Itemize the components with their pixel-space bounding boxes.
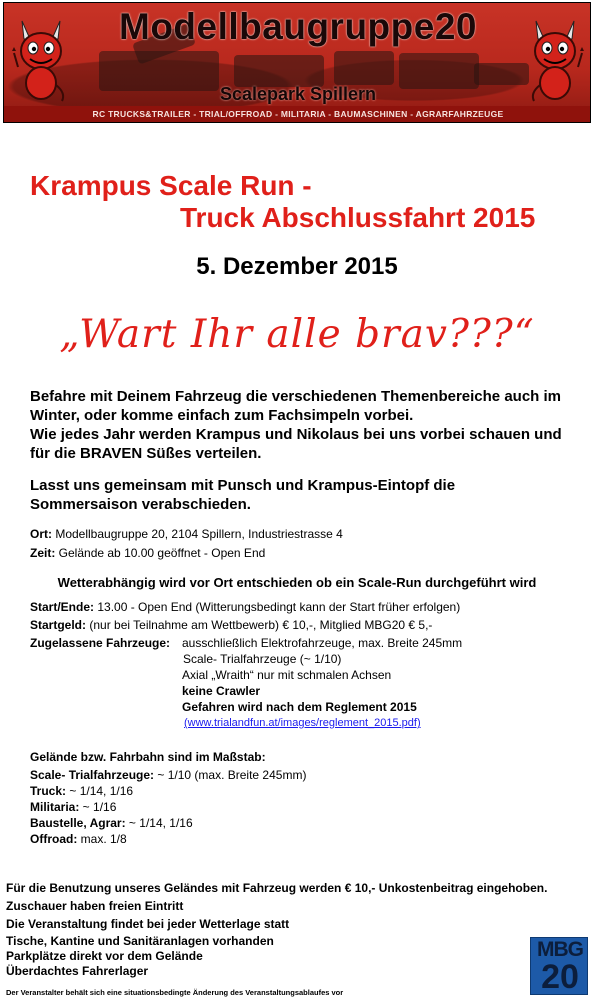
fee-row — [30, 617, 432, 633]
location-value: Modellbaugruppe 20, 2104 Spillern, Industriestrasse 4 — [52, 527, 343, 541]
vehicles-list — [182, 635, 462, 731]
mbg20-logo — [530, 937, 588, 995]
banner-title: Modellbaugruppe20 — [119, 6, 477, 47]
event-date: 5. Dezember 2015 — [196, 253, 398, 280]
time-value: Gelände ab 10.00 geöffnet - Open End — [55, 546, 266, 560]
intro-line: für die BRAVEN Süßes verteilen. — [30, 445, 262, 462]
event-title-line2: Truck Abschlussfahrt 2015 — [180, 202, 536, 233]
scale-item-label: Truck: — [30, 784, 67, 798]
no-crawler-note: keine Crawler — [182, 684, 261, 698]
reglement-note: Gefahren wird nach dem Reglement 2015 — [182, 700, 417, 714]
scale-section — [30, 749, 306, 847]
scale-item-value: ~ 1/14, 1/16 — [66, 784, 134, 798]
time-row — [30, 545, 265, 561]
scale-item — [30, 815, 306, 831]
fee-label: Startgeld: — [30, 618, 87, 632]
intro-line: Lasst uns gemeinsam mit Punsch und Krampus-Eintopf die — [30, 477, 456, 494]
scale-item-label: Militaria: — [30, 800, 80, 814]
footer-line: Überdachtes Fahrerlager — [6, 964, 149, 978]
scale-item-label: Baustelle, Agrar: — [30, 816, 126, 830]
vehicles-line: ausschließlich Elektrofahrzeuge, max. Breite 245mm — [182, 636, 463, 650]
vehicles-label: Zugelassene Fahrzeuge: — [30, 636, 171, 650]
scale-item — [30, 767, 306, 783]
scale-item-value: ~ 1/10 (max. Breite 245mm) — [154, 768, 307, 782]
intro-paragraph — [30, 387, 562, 463]
event-title-line1: Krampus Scale Run - — [30, 170, 312, 201]
scale-heading: Gelände bzw. Fahrbahn sind im Maßstab: — [30, 750, 266, 764]
time-label: Zeit: — [30, 546, 56, 560]
footer-line: Die Veranstaltung findet bei jeder Wetterlage statt — [6, 917, 290, 931]
scale-item-value: ~ 1/14, 1/16 — [125, 816, 193, 830]
location-label: Ort: — [30, 527, 52, 541]
footer-disclaimer: Der Veranstalter behält sich eine situationsbedingte Änderung des Veranstaltungsablaufes vor — [6, 988, 344, 997]
intro-paragraph-2 — [30, 476, 455, 514]
banner-subtitle: Scalepark Spillern — [219, 84, 377, 104]
intro-line: Sommersaison verabschieden. — [30, 496, 251, 513]
logo-text-bottom: 20 — [541, 958, 579, 995]
header-banner — [3, 2, 591, 123]
scale-item-label: Offroad: — [30, 832, 78, 846]
footer-line: Tische, Kantine und Sanitäranlagen vorhanden — [6, 934, 274, 948]
logo-text-top: MBG — [537, 938, 583, 961]
start-value: 13.00 - Open End (Witterungsbedingt kann der Start früher erfolgen) — [94, 600, 461, 614]
start-label: Start/Ende: — [30, 600, 95, 614]
banner-categories: RC TRUCKS&TRAILER - TRIAL/OFFROAD - MILITARIA - BAUMASCHINEN - AGRARFAHRZEUGE — [92, 109, 504, 119]
scale-item — [30, 799, 306, 815]
intro-line: Winter, oder komme einfach zum Fachsimpeln vorbei. — [30, 407, 414, 424]
weather-note: Wetterabhängig wird vor Ort entschieden ob ein Scale-Run durchgeführt wird — [57, 575, 537, 590]
vehicles-line: Axial „Wraith“ nur mit schmalen Achsen — [182, 668, 392, 682]
fee-value: (nur bei Teilnahme am Wettbewerb) € 10,-, Mitglied MBG20 € 5,- — [86, 618, 433, 632]
intro-line: Befahre mit Deinem Fahrzeug die verschiedenen Themenbereiche auch im — [30, 388, 561, 405]
scale-item-label: Scale- Trialfahrzeuge: — [30, 768, 155, 782]
racecar-silhouette — [474, 63, 529, 85]
vehicles-line: Scale- Trialfahrzeuge (~ 1/10) — [183, 652, 342, 666]
tank-silhouette — [234, 55, 324, 87]
reglement-link[interactable]: (www.trialandfun.at/images/reglement_2015.pdf) — [184, 717, 421, 729]
footer-info — [6, 879, 547, 979]
start-row — [30, 599, 460, 615]
event-slogan: „Wart Ihr alle brav???“ — [59, 312, 535, 357]
intro-line: Wie jedes Jahr werden Krampus und Nikolaus bei uns vorbei schauen und — [30, 426, 562, 443]
scale-item-value: ~ 1/16 — [79, 800, 117, 814]
footer-line: Zuschauer haben freien Eintritt — [6, 899, 184, 913]
location-row — [30, 526, 343, 542]
scale-item — [30, 783, 306, 799]
scale-item-value: max. 1/8 — [77, 832, 127, 846]
footer-line: Parkplätze direkt vor dem Gelände — [6, 949, 203, 963]
tractor-silhouette — [334, 51, 394, 85]
scale-item — [30, 831, 306, 847]
footer-line: Für die Benutzung unseres Geländes mit Fahrzeug werden € 10,- Unkostenbeitrag eingehoben. — [6, 881, 548, 895]
